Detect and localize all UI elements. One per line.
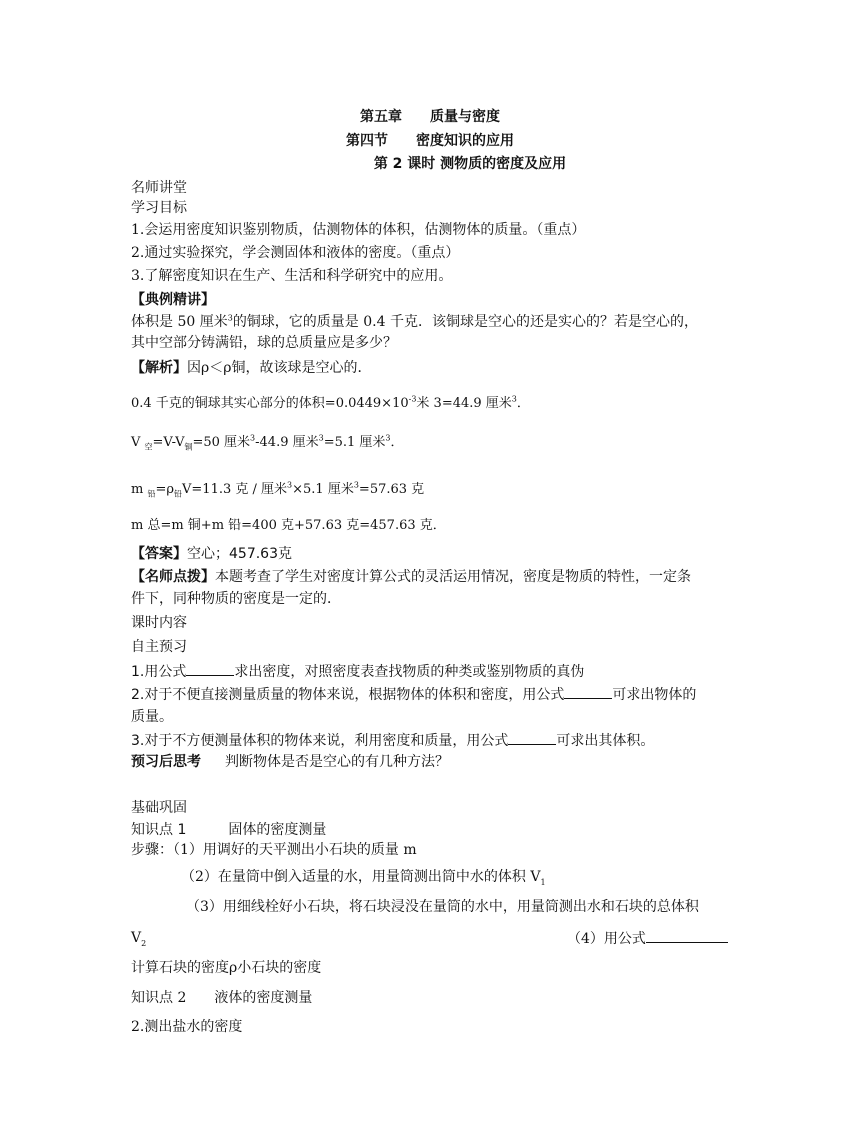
subscript: 铜 bbox=[184, 442, 193, 452]
think-line bbox=[131, 752, 449, 772]
text: =ρ bbox=[155, 482, 175, 497]
preview-item-2 bbox=[131, 684, 696, 705]
text: 2.对于不便直接测量质量的物体来说，根据物体的体积和密度，用公式 bbox=[131, 687, 565, 703]
text: =5.1 厘米 bbox=[323, 435, 386, 450]
superscript: 3 bbox=[250, 433, 256, 443]
step-3: （3）用细线栓好小石块，将石块浸没在量筒的水中，用量筒测出水和石块的总体积 bbox=[186, 899, 699, 915]
text: （4）用公式 bbox=[567, 931, 646, 947]
section-title: 第四节 密度知识的应用 bbox=[346, 133, 514, 149]
subscript: 空 bbox=[144, 442, 153, 452]
fill-blank bbox=[186, 661, 234, 676]
text: 3.对于不方便测量体积的物体来说，利用密度和质量，用公式 bbox=[131, 733, 509, 749]
superscript: 3 bbox=[287, 480, 293, 490]
step-4-cont: 计算石块的密度ρ小石块的密度 bbox=[131, 960, 322, 976]
step-3-cont bbox=[131, 928, 146, 948]
basics-heading: 基础巩固 bbox=[131, 800, 187, 816]
tip-line-2: 件下，同种物质的密度是一定的． bbox=[131, 591, 341, 607]
solution-step-4: m 总=m 铜+m 铅=400 克+57.63 克=457.63 克． bbox=[131, 518, 446, 533]
solution-step-1 bbox=[131, 394, 530, 414]
superscript: -3 bbox=[408, 394, 417, 404]
goal-1: 1.会运用密度知识鉴别物质，估测物体的体积，估测物体的质量。（重点） bbox=[131, 222, 586, 238]
saltwater-item: 2.测出盐水的密度 bbox=[131, 1019, 243, 1035]
subscript: 2 bbox=[141, 938, 147, 948]
example-label: 【典例精讲】 bbox=[131, 292, 215, 308]
text: V=11.3 克 / 厘米 bbox=[182, 482, 288, 497]
text: 可求出其体积。 bbox=[556, 733, 655, 749]
tip-label: 【名师点拨】 bbox=[131, 569, 215, 585]
preview-heading: 自主预习 bbox=[131, 639, 187, 655]
preview-item-3 bbox=[131, 730, 654, 751]
subscript: 铅 bbox=[147, 489, 156, 499]
superscript: 3 bbox=[385, 433, 391, 443]
fill-blank bbox=[646, 928, 728, 943]
fill-blank bbox=[564, 684, 612, 699]
text: 米 3=44.9 厘米 bbox=[416, 396, 512, 411]
answer-label: 【答案】 bbox=[131, 546, 187, 562]
text: 1.用公式 bbox=[131, 664, 187, 680]
knowledge-point-2: 知识点 2 液体的密度测量 bbox=[131, 990, 313, 1006]
step-4 bbox=[567, 928, 728, 949]
goal-3: 3.了解密度知识在生产、生活和科学研究中的应用。 bbox=[131, 268, 453, 284]
subscript: 1 bbox=[540, 877, 546, 887]
answer-text: 空心；457.63克 bbox=[187, 546, 292, 562]
text: 求出密度，对照密度表查找物质的种类或鉴别物质的真伪 bbox=[234, 664, 585, 680]
superscript: 3 bbox=[318, 433, 324, 443]
superscript: 3 bbox=[511, 394, 517, 404]
analysis-label: 【解析】 bbox=[131, 360, 187, 376]
step-2 bbox=[181, 867, 546, 887]
text: 的铜球，它的质量是 0.4 千克．该铜球是空心的还是实心的？若是空心的， bbox=[232, 314, 698, 330]
text: ． bbox=[390, 435, 404, 450]
tip-line-1 bbox=[131, 567, 691, 587]
text: m bbox=[131, 482, 144, 497]
step-1: 步骤：（1）用调好的天平测出小石块的质量 m bbox=[131, 842, 417, 858]
tip-text: 本题考查了学生对密度计算公式的灵活运用情况，密度是物质的特性，一定条 bbox=[215, 569, 691, 585]
chapter-title: 第五章 质量与密度 bbox=[360, 109, 500, 125]
subscript: 铅 bbox=[174, 489, 183, 499]
solution-step-3 bbox=[131, 480, 424, 500]
solution-step-2 bbox=[131, 433, 404, 453]
text: 0.4 千克的铜球其实心部分的体积=0.0449×10 bbox=[131, 396, 409, 411]
text: 体积是 50 厘米 bbox=[131, 314, 228, 330]
superscript: 3 bbox=[227, 313, 233, 323]
fill-blank bbox=[508, 730, 556, 745]
answer-line bbox=[131, 544, 292, 564]
superscript: 3 bbox=[353, 480, 359, 490]
content-heading: 课时内容 bbox=[131, 615, 187, 631]
example-question-line-2: 其中空部分铸满铅，球的总质量应是多少？ bbox=[131, 335, 397, 351]
analysis-text: 因ρ＜ρ铜，故该球是空心的． bbox=[187, 360, 372, 376]
think-label: 预习后思考 bbox=[131, 754, 201, 770]
text: =57.63 克 bbox=[358, 482, 425, 497]
goal-2: 2.通过实验探究，学会测固体和液体的密度。（重点） bbox=[131, 245, 460, 261]
lesson-title: 第 2 课时 测物质的密度及应用 bbox=[373, 156, 567, 172]
example-question-line-1 bbox=[131, 312, 698, 332]
text: V bbox=[131, 435, 141, 450]
think-text: 判断物体是否是空心的有几种方法？ bbox=[225, 754, 449, 770]
text: =50 厘米 bbox=[192, 435, 251, 450]
preview-item-2-cont: 质量。 bbox=[131, 709, 173, 725]
text: （2）在量筒中倒入适量的水，用量筒测出筒中水的体积 V bbox=[181, 869, 541, 885]
goals-heading: 学习目标 bbox=[131, 200, 187, 216]
analysis-line bbox=[131, 358, 371, 378]
text: =V-V bbox=[152, 435, 185, 450]
teacher-heading: 名师讲堂 bbox=[131, 180, 187, 196]
knowledge-point-1: 知识点 1 固体的密度测量 bbox=[131, 822, 327, 838]
preview-item-1 bbox=[131, 661, 584, 682]
text: ×5.1 厘米 bbox=[292, 482, 354, 497]
text: 可求出物体的 bbox=[612, 687, 697, 703]
text: -44.9 厘米 bbox=[255, 435, 319, 450]
text: V bbox=[131, 930, 142, 946]
text: ． bbox=[516, 396, 530, 411]
